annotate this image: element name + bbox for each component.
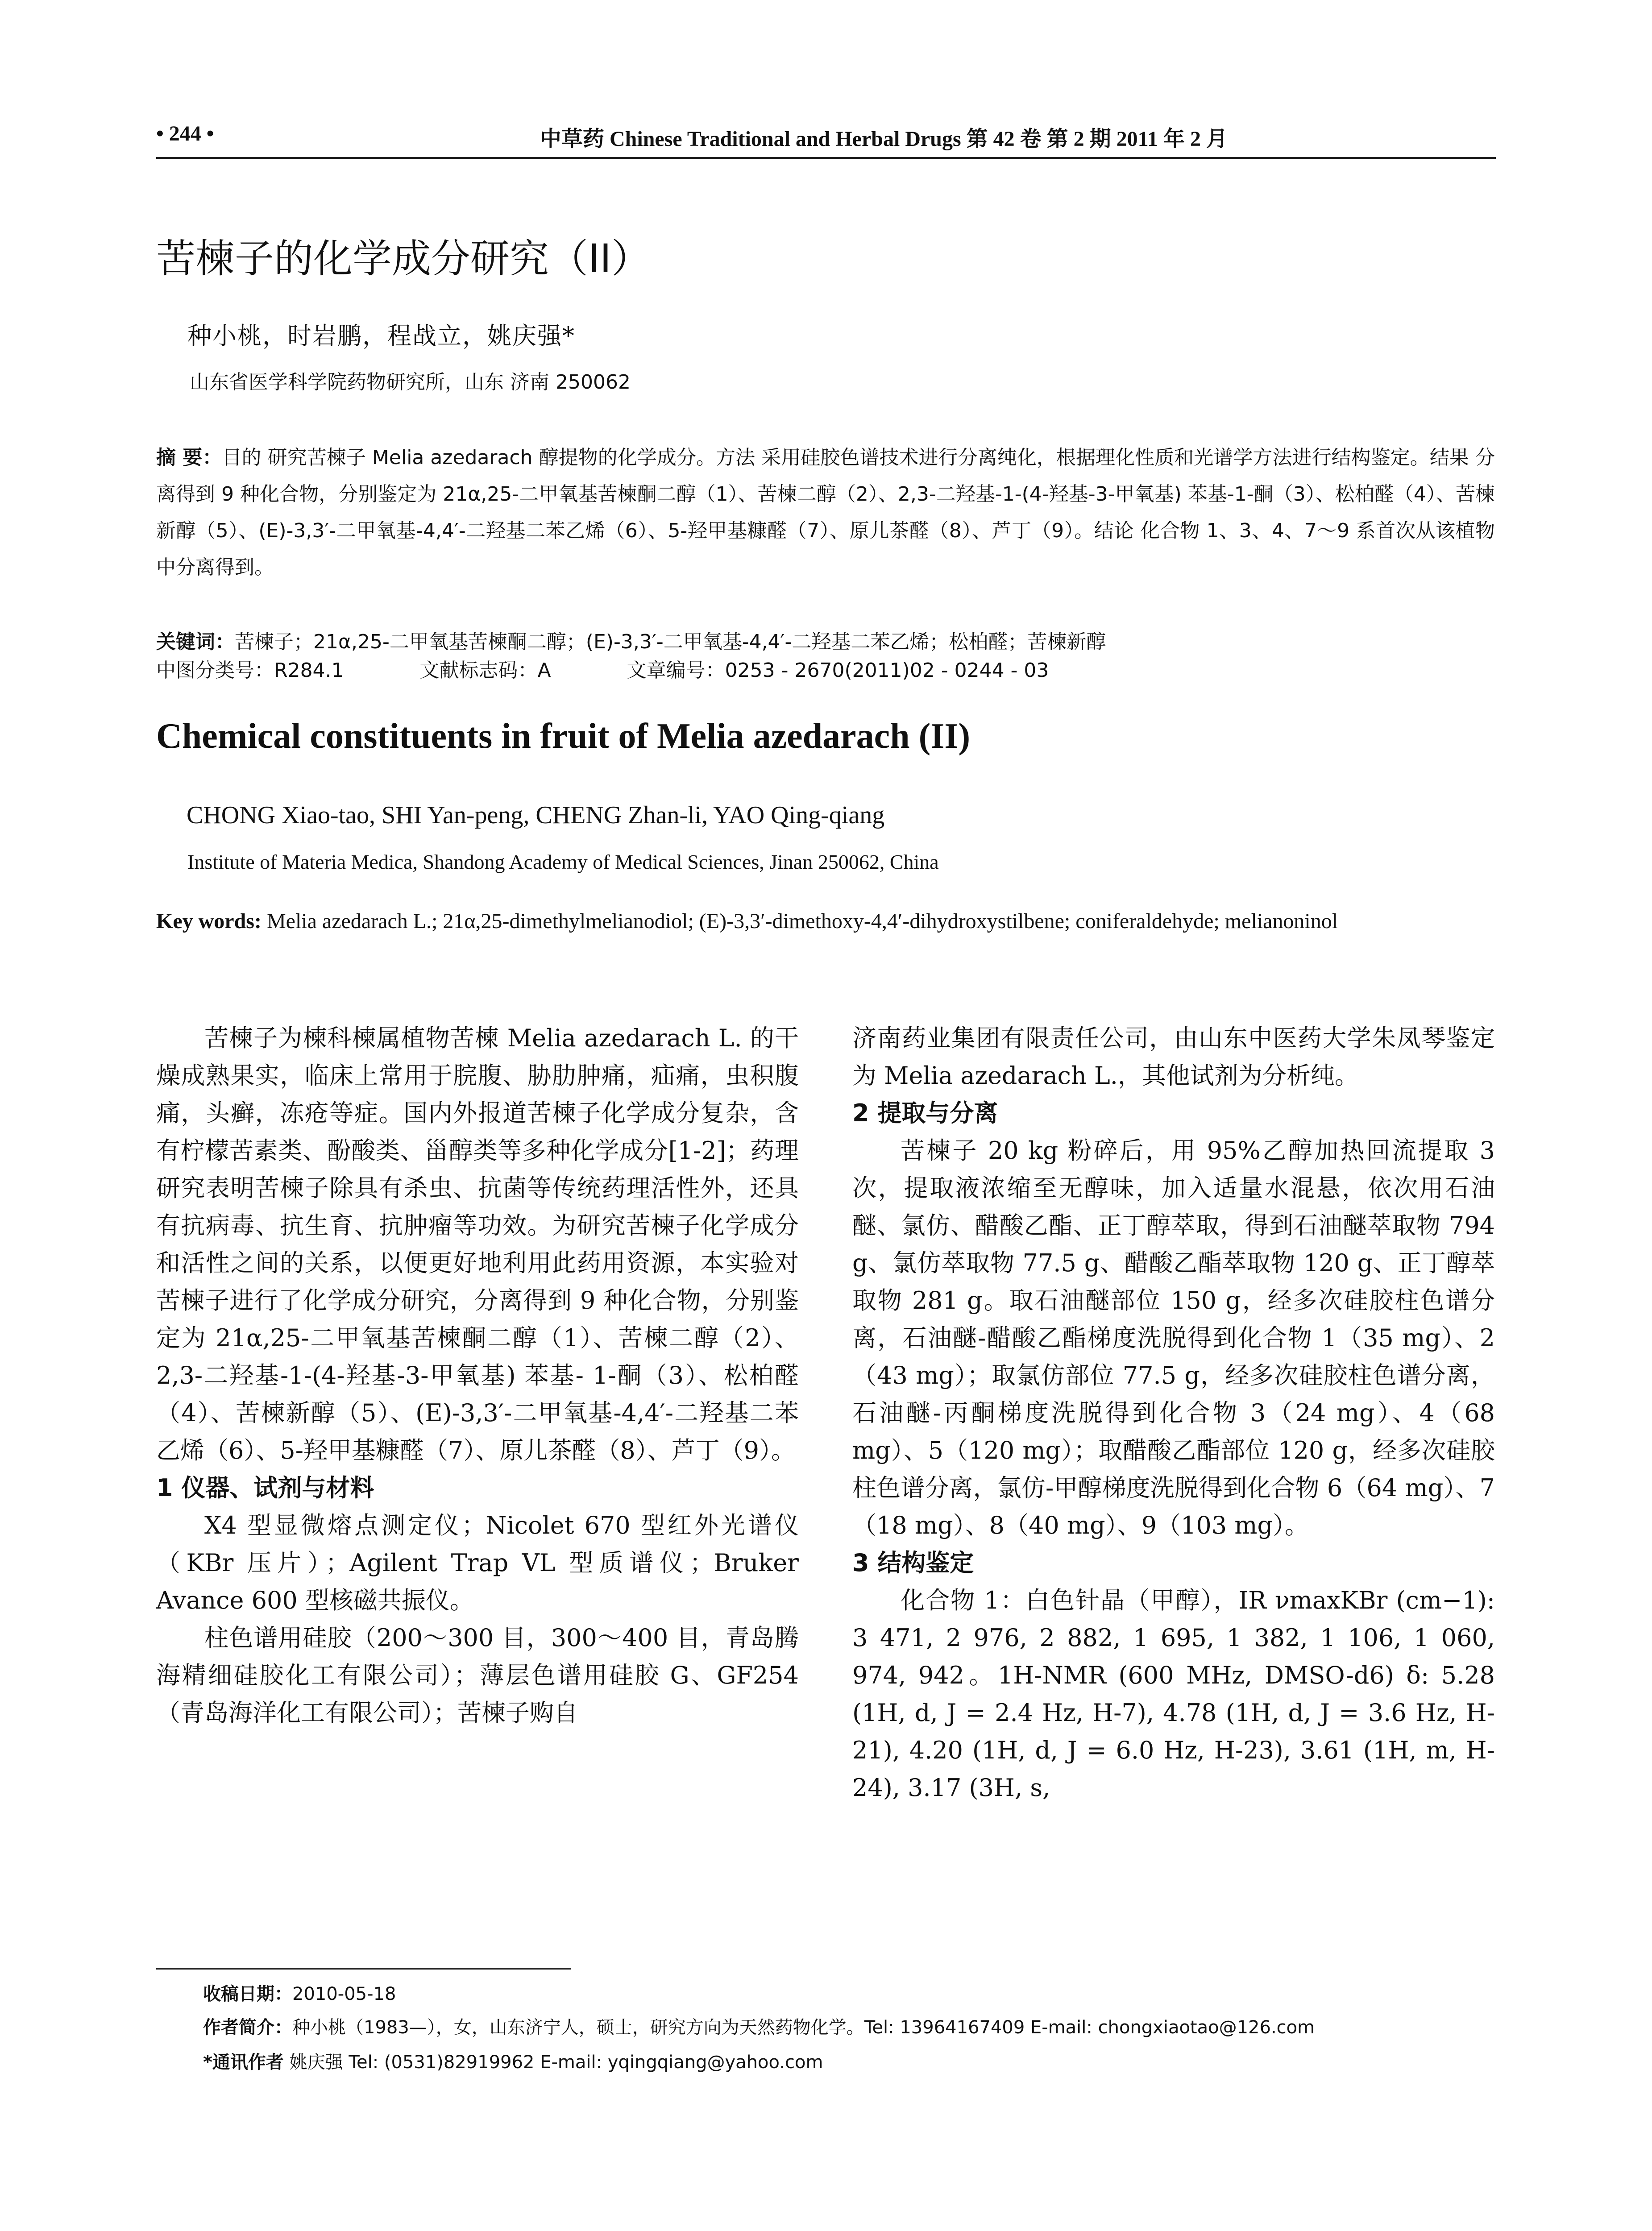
english-keywords [156, 904, 1495, 939]
abstract-text: 目的 研究苦楝子 Melia azedarach 醇提物的化学成分。方法 采用硅胶色谱技术进行分离纯化，根据理化性质和光谱学方法进行结构鉴定。结果 分离得到 9 种化合物，分别鉴定为 21α,25-二甲氧基苦楝酮二醇（1）、苦楝二醇（2）、2,3-二羟基-1-(4-羟基-3-甲氧基) 苯基-1-酮（3）、松柏醛（4）、苦楝新醇（5）、(E)-3,3′-二甲氧基-4,4′-二羟基二苯乙烯（6）、5-羟甲基糠醛（7）、原儿茶醛（8）、芦丁（9）。结论 化合物 1、3、4、7～9 系首次从该植物中分离得到。 [156, 446, 1495, 579]
author-bio-label: 作者简介： [203, 2017, 292, 2038]
chinese-title: 苦楝子的化学成分研究（II） [156, 236, 651, 282]
english-keywords-label: Key words: [156, 909, 261, 933]
section-2-paragraph: 苦楝子 20 kg 粉碎后，用 95%乙醇加热回流提取 3 次，提取液浓缩至无醇味，加入适量水混悬，依次用石油醚、氯仿、醋酸乙酯、正丁醇萃取，得到石油醚萃取物 794 g、氯仿萃取物 77.5 g、醋酸乙酯萃取物 120 g、正丁醇萃取物 281 g。取石油醚部位 150 g，经多次硅胶柱色谱分离，石油醚-醋酸乙酯梯度洗脱得到化合物 1（35 mg）、2（43 mg）；取氯仿部位 77.5 g，经多次硅胶柱色谱分离，石油醚-丙酮梯度洗脱得到化合物 3（24 mg）、4（68 mg）、5（120 mg）；取醋酸乙酯部位 120 g，经多次硅胶柱色谱分离，氯仿-甲醇梯度洗脱得到化合物 6（64 mg）、7（18 mg）、8（40 mg）、9（103 mg）。 [852, 1136, 1495, 1539]
english-authors: CHONG Xiao-tao, SHI Yan-peng, CHENG Zhan-li, YAO Qing-qiang [187, 801, 885, 829]
continued-paragraph: 济南药业集团有限责任公司，由山东中医药大学朱凤琴鉴定为 Melia azedarach L.，其他试剂为分析纯。 [852, 1024, 1495, 1090]
page-number: • 244 • [156, 122, 214, 145]
classification-number: 中图分类号：R284.1 [156, 659, 344, 682]
english-title: Chemical constituents in fruit of Melia azedarach (II) [156, 717, 971, 756]
received-date: 2010-05-18 [292, 1984, 396, 2004]
corresponding-info: 姚庆强 Tel: (0531)82919962 E-mail: yqingqiang@yahoo.com [289, 2052, 823, 2073]
corresponding-author-note [203, 2048, 823, 2073]
abstract-label: 摘 要： [156, 446, 222, 469]
article-number: 文章编号：0253 - 2670(2011)02 - 0244 - 03 [627, 659, 1049, 682]
section-1-heading: 1 仪器、试剂与材料 [156, 1474, 374, 1502]
running-header [156, 117, 1496, 159]
section-3-paragraph: 化合物 1：白色针晶（甲醇），IR νmaxKBr (cm−1): 3 471, 2 976, 2 882, 1 695, 1 382, 1 106, 1 060, 974, 942。1H-NMR (600 MHz, DMSO-d6) δ: 5.28 (1H, d, J = 2.4 Hz, H-7), 4.78 (1H, d, J = 3.6 Hz, H-21), 4.20 (1H, d, J = 6.0 Hz, H-23), 3.61 (1H, m, H-24), 3.17 (3H, s, [852, 1586, 1495, 1802]
received-label: 收稿日期： [203, 1984, 292, 2004]
body-left-column [156, 1020, 799, 1732]
classification-line [156, 652, 1495, 689]
english-affiliation: Institute of Materia Medica, Shandong Academy of Medical Sciences, Jinan 250062, China [187, 850, 939, 873]
corresponding-label: *通讯作者 [203, 2052, 284, 2073]
chinese-authors: 种小桃，时岩鹏，程战立，姚庆强* [187, 322, 575, 350]
section-2-heading: 2 提取与分离 [852, 1099, 998, 1127]
chinese-affiliation: 山东省医学科学院药物研究所，山东 济南 250062 [190, 371, 631, 394]
chinese-abstract [156, 440, 1495, 586]
document-code: 文献标志码：A [419, 659, 551, 682]
footnote-divider [156, 1968, 571, 1970]
author-bio-note [203, 2013, 1315, 2039]
author-bio: 种小桃（1983—），女，山东济宁人，硕士，研究方向为天然药物化学。Tel: 13964167409 E-mail: chongxiaotao@126.com [292, 2017, 1315, 2038]
journal-info: 中草药 Chinese Traditional and Herbal Drugs 第 42 卷 第 2 期 2011 年 2 月 [540, 127, 1228, 151]
section-3-heading: 3 结构鉴定 [852, 1549, 974, 1577]
section-1-paragraph-2: 柱色谱用硅胶（200～300 目，300～400 目，青岛腾海精细硅胶化工有限公司）；薄层色谱用硅胶 G、GF254（青岛海洋化工有限公司）；苦楝子购自 [156, 1624, 799, 1727]
received-date-note [203, 1980, 396, 2005]
section-1-paragraph-1: X4 型显微熔点测定仪；Nicolet 670 型红外光谱仪（KBr 压片）；Agilent Trap VL 型质谱仪；Bruker Avance 600 型核磁共振仪。 [156, 1511, 799, 1614]
body-right-column [852, 1020, 1495, 1807]
keywords-text: 苦楝子；21α,25-二甲氧基苦楝酮二醇；(E)-3,3′-二甲氧基-4,4′-二羟基二苯乙烯；松柏醛；苦楝新醇 [235, 630, 1106, 653]
keywords-label: 关键词： [156, 630, 235, 653]
english-keywords-text: Melia azedarach L.; 21α,25-dimethylmelianodiol; (E)-3,3′-dimethoxy-4,4′-dihydroxystilbene; coniferaldehyde; melianoninol [266, 909, 1338, 933]
intro-paragraph: 苦楝子为楝科楝属植物苦楝 Melia azedarach L. 的干燥成熟果实，临床上常用于脘腹、胁肋肿痛，疝痛，虫积腹痛，头癣，冻疮等症。国内外报道苦楝子化学成分复杂，含有柠檬苦素类、酚酸类、甾醇类等多种化学成分[1-2]；药理研究表明苦楝子除具有杀虫、抗菌等传统药理活性外，还具有抗病毒、抗生育、抗肿瘤等功效。为研究苦楝子化学成分和活性之间的关系，以便更好地利用此药用资源，本实验对苦楝子进行了化学成分研究，分离得到 9 种化合物，分别鉴定为 21α,25-二甲氧基苦楝酮二醇（1）、苦楝二醇（2）、2,3-二羟基-1-(4-羟基-3-甲氧基) 苯基- 1-酮（3）、松柏醛（4）、苦楝新醇（5）、(E)-3,3′-二甲氧基-4,4′-二羟基二苯乙烯（6）、5-羟甲基糠醛（7）、原儿茶醛（8）、芦丁（9）。 [156, 1024, 799, 1464]
